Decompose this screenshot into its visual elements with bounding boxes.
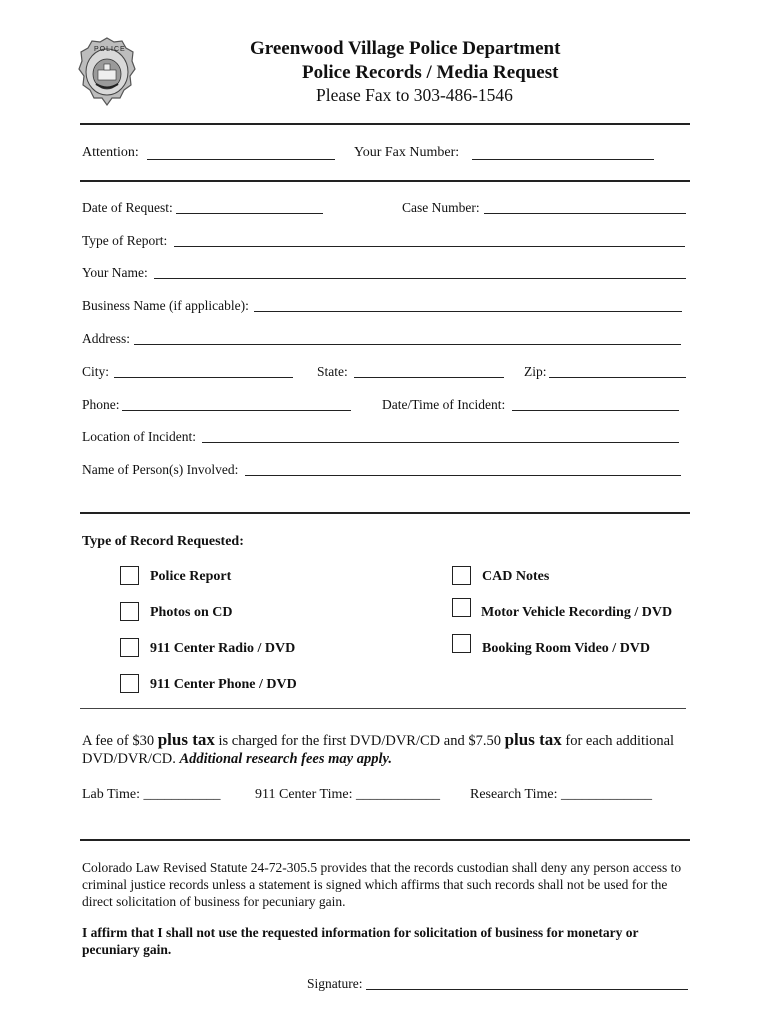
cad-notes-checkbox[interactable] [452, 566, 471, 585]
state-field[interactable] [354, 363, 504, 378]
type-of-report-field[interactable] [174, 232, 685, 247]
statute-paragraph: Colorado Law Revised Statute 24-72-305.5 provides that the records custodian shall deny any person access to criminal justice records unless a statement is signed which affirms that such records shall not be used for the direct solicitation of business for pecuniary gain. [82, 860, 682, 909]
fee-paragraph [82, 731, 692, 768]
cad-notes-label: CAD Notes [482, 569, 550, 584]
header-divider [80, 123, 690, 125]
center-phone-checkbox[interactable] [120, 674, 139, 693]
your-name-label: Your Name: [82, 265, 148, 280]
fax-divider [80, 180, 690, 182]
persons-involved-field[interactable] [245, 461, 681, 476]
date-of-request-field[interactable] [176, 199, 323, 214]
photos-on-cd-label: Photos on CD [150, 605, 233, 620]
center-time-field[interactable]: 911 Center Time: ____________ [255, 787, 440, 802]
city-field[interactable] [114, 363, 293, 378]
plus-tax-1: plus tax [157, 730, 215, 749]
plus-tax-2: plus tax [504, 730, 562, 749]
fax-instructions: Please Fax to 303-486-1546 [316, 85, 513, 105]
attention-field[interactable] [147, 144, 335, 160]
form-title: Police Records / Media Request [302, 62, 559, 83]
persons-involved-label: Name of Person(s) Involved: [82, 462, 239, 477]
motor-vehicle-recording-checkbox[interactable] [452, 598, 471, 617]
case-number-field[interactable] [484, 199, 686, 214]
attention-label: Attention: [82, 145, 139, 160]
records-divider [80, 708, 686, 709]
phone-label: Phone: [82, 397, 120, 412]
city-label: City: [82, 364, 110, 379]
signature-field[interactable] [366, 975, 688, 990]
date-of-request-label: Date of Request: [82, 200, 173, 215]
phone-field[interactable] [122, 396, 351, 411]
case-number-label: Case Number: [402, 200, 480, 215]
address-label: Address: [82, 331, 130, 346]
business-name-label: Business Name (if applicable): [82, 298, 249, 313]
center-phone-label: 911 Center Phone / DVD [150, 677, 297, 692]
research-time-field[interactable]: Research Time: _____________ [470, 787, 652, 802]
lab-time-field[interactable]: Lab Time: ___________ [82, 787, 221, 802]
your-fax-label: Your Fax Number: [354, 145, 460, 160]
your-name-field[interactable] [154, 264, 686, 279]
datetime-incident-label: Date/Time of Incident: [382, 397, 506, 412]
datetime-incident-field[interactable] [512, 396, 679, 411]
business-name-field[interactable] [254, 297, 682, 312]
fee-text-3: for each additional DVD/DVR/CD. [82, 733, 675, 767]
state-label: State: [317, 364, 348, 379]
police-badge-logo [78, 36, 136, 108]
zip-field[interactable] [549, 363, 686, 378]
fees-divider [80, 839, 690, 841]
location-incident-label: Location of Incident: [82, 429, 196, 444]
center-radio-checkbox[interactable] [120, 638, 139, 657]
center-radio-label: 911 Center Radio / DVD [150, 641, 296, 656]
photos-on-cd-checkbox[interactable] [120, 602, 139, 621]
booking-room-video-checkbox[interactable] [452, 634, 471, 653]
police-report-label: Police Report [150, 569, 232, 584]
record-type-heading: Type of Record Requested: [82, 534, 244, 549]
booking-room-video-label: Booking Room Video / DVD [482, 641, 651, 656]
fee-text-1: A fee of $30 [82, 733, 158, 749]
fields-divider [80, 512, 690, 514]
address-field[interactable] [134, 330, 681, 345]
zip-label: Zip: [524, 364, 547, 379]
type-of-report-label: Type of Report: [82, 233, 168, 248]
affirmation-statement: I affirm that I shall not use the requested information for solicitation of business for monetary or pecuniary gain. [82, 925, 639, 957]
badge-text: POLICE [94, 46, 126, 53]
additional-fees-note: Additional research fees may apply. [179, 751, 392, 767]
location-incident-field[interactable] [202, 428, 679, 443]
motor-vehicle-recording-label: Motor Vehicle Recording / DVD [481, 605, 673, 620]
police-report-checkbox[interactable] [120, 566, 139, 585]
your-fax-field[interactable] [472, 144, 654, 160]
department-name: Greenwood Village Police Department [250, 38, 561, 59]
fee-text-2: is charged for the first DVD/DVR/CD and $7.50 [214, 733, 505, 749]
signature-label: Signature: [307, 976, 363, 991]
